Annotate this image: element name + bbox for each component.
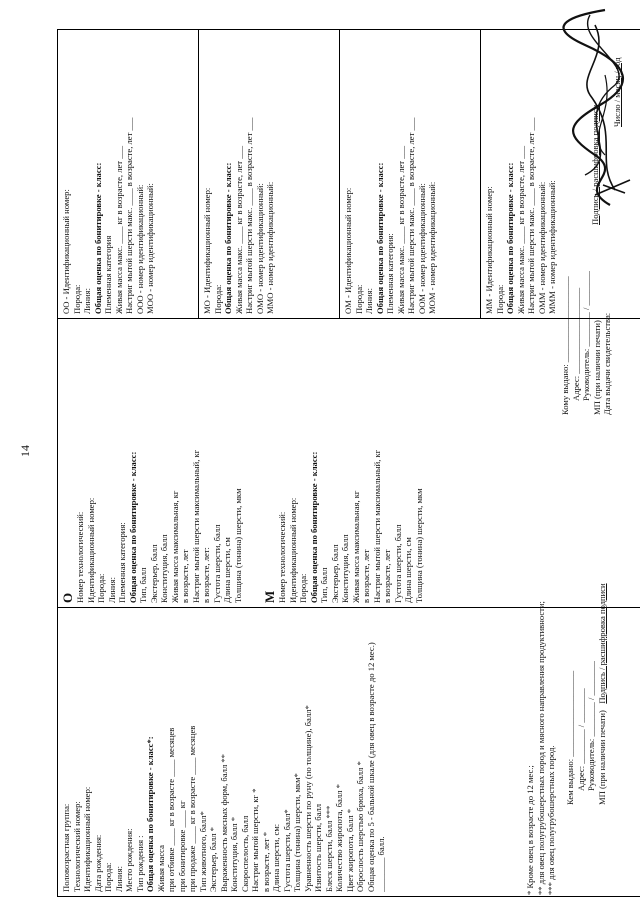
recipient-address-label: Адрес: ____________________ xyxy=(570,287,581,401)
issuer-address-label: Адрес: ________ / ________ xyxy=(575,688,586,791)
father-field-line: Идентификационный номер: xyxy=(287,497,298,603)
animal-field-line: Оброслость шерстью брюха, балл * xyxy=(355,761,365,892)
grandparent-field-line: МОО - номер идентификационный: xyxy=(145,183,155,314)
animal-field-line: Скороспелость, балл xyxy=(239,815,250,892)
recipient-director-label: Руководитель: ________ / ________ xyxy=(581,271,591,401)
mother-field-line: Тип, балл xyxy=(138,567,148,603)
animal-field-line: Длина шерсти, см: xyxy=(271,823,281,892)
animal-field-line: при бонитировке ____ кг xyxy=(176,800,187,892)
footnotes xyxy=(525,601,557,895)
grandparent-field-line: Общая оценка по бонитировке - класс: xyxy=(92,162,103,314)
animal-field-line: Общая оценка по 5 - бальной шкале (для овец в возрасте до 12 мес.) xyxy=(365,642,376,892)
mother-field-line: в возрасте, лет: xyxy=(201,547,211,603)
father-field-line: Густота шерсти, балл xyxy=(392,524,403,603)
animal-field-line: Место рождения: xyxy=(124,828,134,892)
issued-by-label: Кем выдано: ____________________ xyxy=(565,670,575,805)
issue-date-label: Дата выдачи свидетельства: xyxy=(602,312,612,415)
issued-to-label: Кому выдано: ____________________ xyxy=(560,276,570,415)
father-fields xyxy=(277,323,424,603)
grandparent-field-line: Общая оценка по бонитировке - класс: xyxy=(374,162,385,314)
footnote-2: ** для овец полугрубошерстных пород и мясного направления продуктивности; xyxy=(535,601,546,895)
animal-fields xyxy=(61,612,387,892)
animal-field-line: Живая масса xyxy=(155,845,166,892)
father-field-line: Конституция, балл xyxy=(340,534,350,603)
grandparent-field-line: Порода: xyxy=(71,284,82,314)
grandparent-field-line: Линия: xyxy=(82,288,92,314)
animal-field-line: Половозрастная группа: xyxy=(61,803,71,892)
issuer-block xyxy=(565,485,607,805)
grandparent-field-line: Настриг мытой шерсти макс. ____ в возрасте, лет ___ xyxy=(526,117,536,314)
animal-field-line: Настриг мытой шерсти, кг * xyxy=(250,788,260,892)
father-letter: М xyxy=(262,590,277,603)
grandparent-field-line: Племенная категория: xyxy=(385,233,395,314)
grandparent-field-line: Порода: xyxy=(212,284,223,314)
animal-field-line: при отбивке ____ кг в возрасте ____ месяцев xyxy=(166,727,176,892)
mother-field-line: Линия: xyxy=(106,577,117,603)
mother-field-line: Идентификационный номер: xyxy=(85,497,96,603)
animal-field-line: Густота шерсти, балл* xyxy=(281,809,292,892)
footnote-1: * Кроме овец в возрасте до 12 мес.; xyxy=(525,765,535,895)
mother-field-line: Племенная категория: xyxy=(117,522,127,603)
grandparent-field-line: Племенная категория xyxy=(103,235,113,314)
father-field-line: Живая масса максимальная, кг xyxy=(350,490,361,603)
grandparent-field-line: Порода: xyxy=(353,284,364,314)
mother-field-line: Настриг мытой шерсти максимальный, кг xyxy=(190,449,201,603)
animal-field-line: Дата рождения: xyxy=(92,834,103,892)
mother-field-line: Толщина (тонина) шерсти, мкм xyxy=(232,488,243,603)
father-field-line: Порода: xyxy=(298,573,308,603)
issuer-director-label: Руководитель: ________ / ________ xyxy=(586,661,596,791)
animal-field-line: Тип животного, балл* xyxy=(197,811,208,892)
animal-field-line: Блеск шерсти, балл *** xyxy=(323,805,334,892)
animal-field-line: Выраженность мясных форм, балл ** xyxy=(218,754,229,892)
grandparent-field-line: ММ - Идентификационный номер: xyxy=(484,186,494,314)
mother-field-line: Живая масса максимальная, кг xyxy=(169,490,180,603)
father-field-line: Номер технологический: xyxy=(277,511,287,603)
mother-field-line: Порода: xyxy=(96,573,106,603)
mother-letter: О xyxy=(60,592,75,603)
father-field-line: Настриг мытой шерсти максимальный, кг xyxy=(371,449,382,603)
grandparent-field-line: МО - Идентификационный номер: xyxy=(202,187,212,314)
animal-field-line: Извитость шерсти, балл xyxy=(313,803,323,892)
mother-field-line: Длина шерсти, см xyxy=(222,537,232,603)
animal-field-line: ________ балл. xyxy=(376,836,386,892)
father-field-line: в возрасте, лет xyxy=(361,549,371,603)
grandparent-field-line: ОО - Идентификационный номер: xyxy=(61,189,71,314)
grandparent-block-mo xyxy=(199,30,340,318)
mother-field-line: Общая оценка по бонитировке - класс: xyxy=(127,451,138,603)
mother-fields xyxy=(75,323,243,603)
page-number: 14 xyxy=(18,445,32,457)
grandparent-field-line: ОМО - номер идентификационный: xyxy=(254,183,265,314)
animal-field-line: Тип рождения : xyxy=(134,835,145,892)
father-field-line: в возрасте, лет xyxy=(382,549,392,603)
father-field-line: Общая оценка по бонитировке - класс: xyxy=(308,451,319,603)
mother-field-line: Конституция, балл xyxy=(159,534,169,603)
father-field-line: Длина шерсти, см xyxy=(403,537,413,603)
animal-field-line: Идентификационный номер: xyxy=(82,786,92,892)
animal-field-line: Экстерьер, балл * xyxy=(208,827,218,892)
grandparent-field-line: МММ - номер идентификационный: xyxy=(547,180,557,314)
animal-field-line: Цвет жиропота, балл * xyxy=(344,808,355,892)
animal-field-line: Общая оценка по бонитировке - класс*: xyxy=(145,736,155,892)
father-field-line: Толщина (тонина) шерсти, мкм xyxy=(413,488,424,603)
grandparent-field-line: Настриг мытой шерсти макс. ____ в возрасте, лет ___ xyxy=(124,117,134,314)
father-field-line: Экстерьер, балл xyxy=(329,544,340,603)
date-caption: Число / месяц / год xyxy=(612,57,622,127)
grandparent-field-line: Общая оценка по бонитировке - класс: xyxy=(505,162,515,314)
handwritten-signature xyxy=(555,0,640,215)
grandparents-column xyxy=(58,30,640,319)
recipient-signature-caption: Подпись / расшифровка подписи xyxy=(590,104,600,225)
animal-field-line: при продаже ____ кг в возрасте ____ месяцев xyxy=(187,725,197,892)
animal-field-line: Уравненность шерсти по руну (по толщине), балл* xyxy=(302,705,313,892)
animal-field-line: Количество жиропота, балл * xyxy=(334,784,344,892)
grandparent-field-line: ООО - номер идентификационный: xyxy=(134,184,145,314)
grandparent-field-line: ОМ - Идентификационный номер: xyxy=(343,187,353,314)
issuer-stamp-line: МП (при наличии печати) Подпись / расшифровка подписи xyxy=(596,583,607,805)
grandparent-block-oo xyxy=(58,30,199,318)
grandparent-field-line: ММО - номер идентификационный: xyxy=(265,181,275,314)
father-field-line: Тип, балл xyxy=(319,567,329,603)
grandparent-field-line: Линия: xyxy=(364,288,374,314)
mother-field-line: в возрасте, лет xyxy=(180,549,190,603)
grandparent-field-line: Живая масса макс. ____ кг в возрасте, лет ___ xyxy=(515,145,526,314)
animal-field-line: Технологический номер: xyxy=(71,801,82,892)
mother-field-line: Густота шерсти, балл xyxy=(211,524,222,603)
grandparent-field-line: Порода: xyxy=(494,284,505,314)
grandparent-field-line: МОМ - номер идентификационный: xyxy=(427,181,437,314)
animal-field-line: Линия: xyxy=(113,866,124,892)
grandparent-field-line: ООМ - номер идентификационный: xyxy=(416,183,427,314)
parents-column xyxy=(58,319,640,608)
grandparent-field-line: Живая масса макс. ____ кг в возрасте, лет ___ xyxy=(233,145,244,314)
grandparent-field-line: Общая оценка по бонитировке - класс: xyxy=(223,162,233,314)
animal-field-line: Порода: xyxy=(103,862,113,892)
animal-field-line: Конституция, балл * xyxy=(229,816,239,892)
recipient-stamp-line: МП (при наличии печати) xyxy=(591,320,602,415)
animal-field-line: в возрасте, лет * xyxy=(260,832,271,892)
grandparent-field-line: Настриг мытой шерсти макс. ____ в возрасте, лет ___ xyxy=(244,117,254,314)
grandparent-block-om xyxy=(340,30,481,318)
grandparent-field-line: Настриг мытой шерсти макс. ____ в возрасте, лет ___ xyxy=(406,117,416,314)
mother-field-line: Номер технологический: xyxy=(75,511,85,603)
grandparent-field-line: Живая масса макс. ____ кг в возрасте, лет ___ xyxy=(395,145,406,314)
grandparents-fields xyxy=(58,30,622,318)
grandparent-field-line: ОММ - номер идентификационный: xyxy=(536,181,547,314)
mother-field-line: Экстерьер, балл xyxy=(148,544,159,603)
footnote-3: *** для овец полугрубошерстных пород. xyxy=(546,745,556,895)
grandparent-field-line: Живая масса макс. ____ кг в возрасте, лет ___ xyxy=(113,145,124,314)
animal-field-line: Толщина (тонина) шерсти, мкм* xyxy=(292,773,302,892)
